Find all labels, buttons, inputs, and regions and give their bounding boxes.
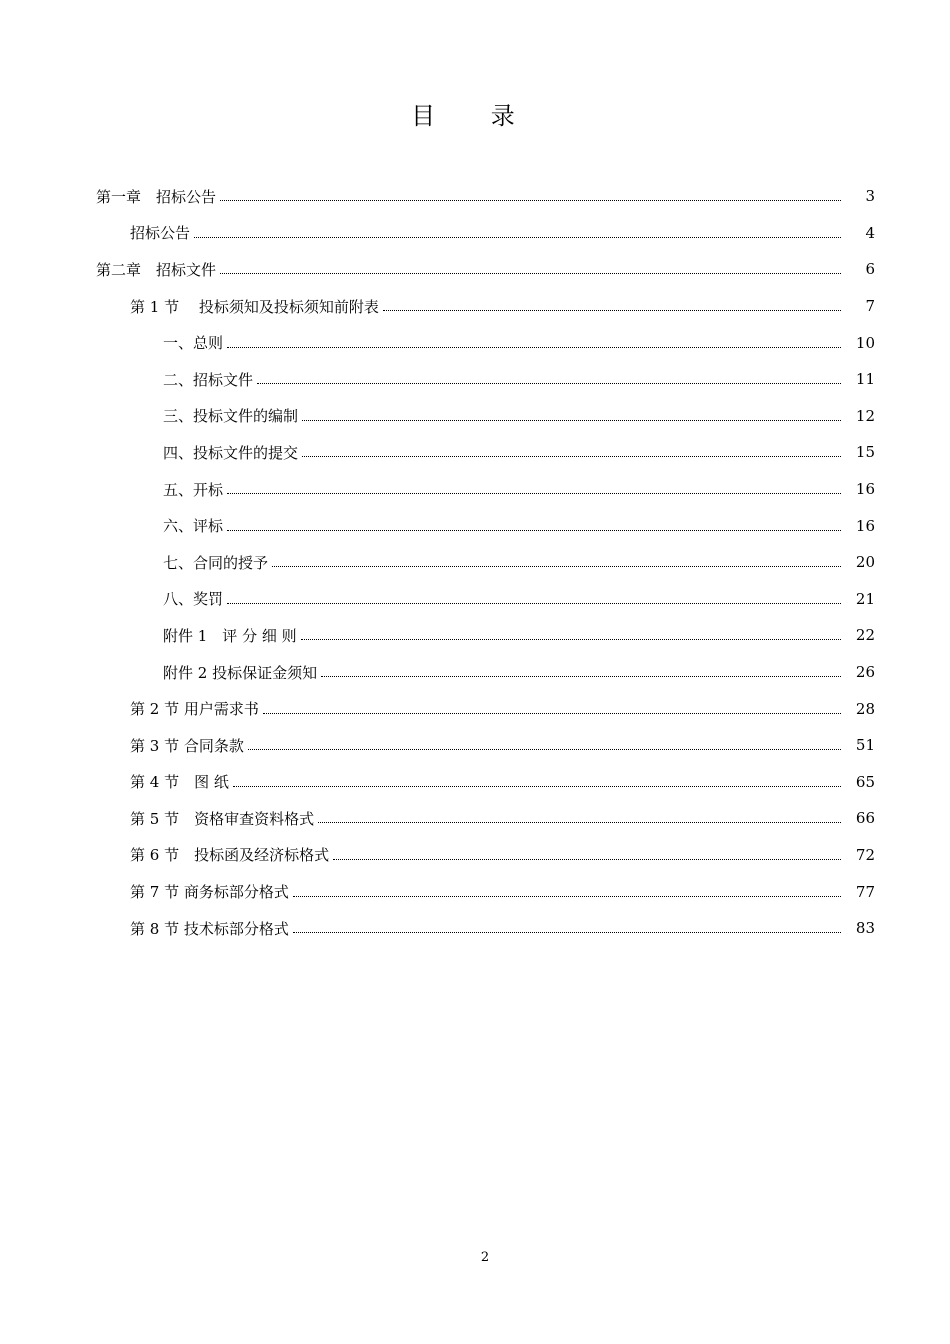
toc-leader-dots — [272, 565, 841, 567]
toc-entry-page: 65 — [855, 772, 875, 791]
toc-entry-page: 20 — [855, 553, 875, 572]
toc-entry-page: 12 — [855, 406, 875, 425]
toc-entry-label: 第 2 节 用户需求书 — [130, 700, 259, 719]
toc-entry-page: 22 — [855, 626, 875, 645]
toc-entry-page: 7 — [865, 297, 875, 316]
toc-leader-dots — [227, 602, 841, 604]
toc-entry[interactable] — [0, 873, 950, 910]
table-of-contents — [0, 178, 950, 946]
toc-entry-page: 11 — [855, 370, 875, 389]
toc-leader-dots — [293, 931, 841, 933]
toc-entry-label: 附件 2 投标保证金须知 — [163, 663, 318, 682]
toc-entry-label: 第 8 节 技术标部分格式 — [130, 919, 289, 938]
toc-entry-page: 10 — [855, 333, 875, 352]
toc-leader-dots — [227, 346, 841, 348]
toc-entry-label: 七、合同的授予 — [163, 553, 269, 572]
toc-entry-label: 八、奖罚 — [163, 590, 224, 609]
toc-leader-dots — [302, 455, 841, 457]
toc-entry[interactable] — [0, 837, 950, 874]
toc-entry-label: 五、开标 — [163, 480, 224, 499]
toc-entry-label: 四、投标文件的提交 — [163, 443, 299, 462]
toc-leader-dots — [220, 199, 841, 201]
toc-leader-dots — [194, 236, 841, 238]
toc-entry[interactable] — [0, 800, 950, 837]
toc-entry-label: 六、评标 — [163, 517, 224, 536]
toc-leader-dots — [321, 675, 841, 677]
toc-entry-page: 72 — [855, 845, 875, 864]
toc-entry-page: 66 — [855, 809, 875, 828]
toc-entry[interactable] — [0, 544, 950, 581]
toc-entry-page: 77 — [855, 882, 875, 901]
toc-entry-page: 15 — [855, 443, 875, 462]
toc-entry-page: 6 — [865, 260, 875, 279]
toc-entry-label: 附件 1 评 分 细 则 — [163, 626, 297, 645]
toc-entry-label: 第二章 招标文件 — [96, 260, 217, 279]
toc-leader-dots — [302, 419, 841, 421]
toc-entry-label: 二、招标文件 — [163, 370, 254, 389]
toc-entry[interactable] — [0, 288, 950, 325]
toc-entry[interactable] — [0, 654, 950, 691]
toc-entry-label: 第 6 节 投标函及经济标格式 — [130, 846, 330, 865]
toc-entry[interactable] — [0, 507, 950, 544]
toc-entry-label: 一、总则 — [163, 334, 224, 353]
toc-entry-label: 第 4 节 图 纸 — [130, 773, 229, 792]
toc-entry-label: 第 3 节 合同条款 — [130, 736, 244, 755]
toc-entry-label: 第 5 节 资格审查资料格式 — [130, 809, 315, 828]
toc-entry[interactable] — [0, 215, 950, 252]
toc-entry-label: 三、投标文件的编制 — [163, 407, 299, 426]
toc-leader-dots — [227, 529, 841, 531]
toc-entry[interactable] — [0, 361, 950, 398]
toc-leader-dots — [293, 895, 841, 897]
toc-entry[interactable] — [0, 178, 950, 215]
toc-leader-dots — [383, 309, 841, 311]
toc-entry[interactable] — [0, 690, 950, 727]
toc-entry-page: 83 — [855, 919, 875, 938]
toc-leader-dots — [227, 492, 841, 494]
toc-entry-page: 16 — [855, 480, 875, 499]
toc-entry[interactable] — [0, 471, 950, 508]
toc-entry-label: 第 1 节 投标须知及投标须知前附表 — [130, 297, 379, 316]
toc-entry-page: 16 — [855, 516, 875, 535]
toc-leader-dots — [318, 821, 841, 823]
toc-entry[interactable] — [0, 910, 950, 947]
toc-entry-label: 第 7 节 商务标部分格式 — [130, 883, 289, 902]
page-title: 目 录 — [411, 102, 539, 130]
toc-leader-dots — [263, 712, 841, 714]
toc-entry[interactable] — [0, 764, 950, 801]
toc-entry[interactable] — [0, 727, 950, 764]
toc-entry[interactable] — [0, 251, 950, 288]
toc-entry-label: 招标公告 — [130, 224, 191, 243]
toc-entry-page: 28 — [855, 699, 875, 718]
toc-entry-page: 51 — [855, 736, 875, 755]
toc-entry[interactable] — [0, 434, 950, 471]
toc-entry-page: 26 — [855, 663, 875, 682]
toc-entry-page: 21 — [855, 589, 875, 608]
toc-entry-page: 4 — [865, 223, 875, 242]
toc-leader-dots — [333, 858, 841, 860]
toc-leader-dots — [233, 785, 841, 787]
toc-entry-page: 3 — [865, 187, 875, 206]
toc-leader-dots — [257, 382, 841, 384]
page-number: 2 — [480, 1250, 490, 1265]
toc-entry[interactable] — [0, 398, 950, 435]
toc-entry[interactable] — [0, 581, 950, 618]
toc-entry[interactable] — [0, 617, 950, 654]
toc-leader-dots — [220, 272, 841, 274]
toc-entry[interactable] — [0, 324, 950, 361]
toc-leader-dots — [301, 638, 841, 640]
toc-entry-label: 第一章 招标公告 — [96, 187, 217, 206]
toc-leader-dots — [248, 748, 841, 750]
